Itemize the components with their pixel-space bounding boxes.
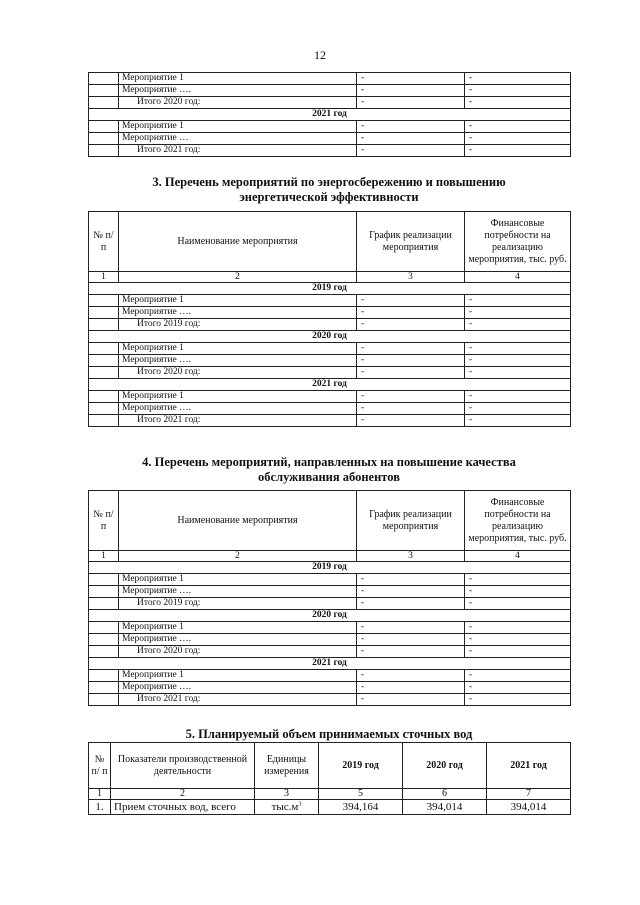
unit-text: тыс.м — [271, 800, 299, 813]
section4-table — [88, 490, 571, 706]
header-name: Наименование мероприятия — [119, 491, 357, 551]
header-num: № п/п — [89, 212, 119, 272]
finance-cell: - — [465, 694, 571, 706]
finance-cell: - — [465, 622, 571, 634]
schedule-cell: - — [357, 319, 465, 331]
finance-cell: - — [465, 145, 571, 157]
year-label: 2019 год — [89, 562, 571, 574]
table-row — [89, 391, 571, 403]
finance-cell: - — [465, 97, 571, 109]
finance-cell: - — [465, 598, 571, 610]
table-row — [89, 367, 571, 379]
row-num-cell — [89, 295, 119, 307]
schedule-cell: - — [357, 367, 465, 379]
activity-name: Мероприятие 1 — [119, 622, 357, 634]
total-label: Итого 2020 год: — [119, 97, 357, 109]
schedule-cell: - — [357, 682, 465, 694]
col-number: 3 — [255, 789, 319, 800]
section3-title-line2: энергетической эффективности — [239, 190, 419, 204]
schedule-cell: - — [357, 295, 465, 307]
finance-cell: - — [465, 355, 571, 367]
total-label: Итого 2021 год: — [119, 145, 357, 157]
activity-name: Мероприятие …. — [119, 355, 357, 367]
table-row — [89, 355, 571, 367]
activity-name: Мероприятие 1 — [119, 391, 357, 403]
row-num-cell — [89, 391, 119, 403]
year-label: 2021 год — [89, 109, 571, 121]
finance-cell: - — [465, 307, 571, 319]
header-num: № п/п — [89, 491, 119, 551]
col-number: 1 — [89, 272, 119, 283]
finance-cell: - — [465, 343, 571, 355]
activity-name: Мероприятие 1 — [119, 73, 357, 85]
unit-superscript: 3 — [298, 800, 302, 807]
table-row — [89, 295, 571, 307]
row-num-cell — [89, 145, 119, 157]
table-row — [89, 85, 571, 97]
row-unit — [255, 800, 319, 815]
year-label: 2020 год — [89, 331, 571, 343]
activity-name: Мероприятие 1 — [119, 574, 357, 586]
table-row — [89, 121, 571, 133]
top-table-continuation — [88, 72, 571, 157]
finance-cell: - — [465, 403, 571, 415]
table-row — [89, 415, 571, 427]
table-row — [89, 319, 571, 331]
value-2019: 394,164 — [319, 800, 403, 815]
col-number: 2 — [111, 789, 255, 800]
schedule-cell: - — [357, 670, 465, 682]
table-row — [89, 343, 571, 355]
section4-title-line2: обслуживания абонентов — [258, 470, 400, 484]
year-row — [89, 331, 571, 343]
total-label: Итого 2019 год: — [119, 319, 357, 331]
row-num-cell — [89, 586, 119, 598]
schedule-cell: - — [357, 145, 465, 157]
row-num-cell — [89, 574, 119, 586]
table-row — [89, 73, 571, 85]
schedule-cell: - — [357, 598, 465, 610]
year-row — [89, 109, 571, 121]
table-row — [89, 598, 571, 610]
table-row — [89, 133, 571, 145]
col-number: 1 — [89, 551, 119, 562]
row-num-cell — [89, 121, 119, 133]
activity-name: Мероприятие 1 — [119, 343, 357, 355]
table-row — [89, 307, 571, 319]
year-row — [89, 283, 571, 295]
header-unit: Единицы измерения — [255, 743, 319, 789]
row-num-cell — [89, 403, 119, 415]
finance-cell: - — [465, 586, 571, 598]
value-2020: 394,014 — [403, 800, 487, 815]
finance-cell: - — [465, 73, 571, 85]
row-num-cell — [89, 355, 119, 367]
table-row — [89, 682, 571, 694]
activity-name: Мероприятие 1 — [119, 121, 357, 133]
table-row — [89, 586, 571, 598]
schedule-cell: - — [357, 403, 465, 415]
section5-title: 5. Планируемый объем принимаемых сточных вод — [185, 727, 473, 741]
schedule-cell: - — [357, 73, 465, 85]
row-num-cell — [89, 415, 119, 427]
schedule-cell: - — [357, 355, 465, 367]
header-schedule: График реализации мероприятия — [357, 212, 465, 272]
activity-name: Мероприятие 1 — [119, 670, 357, 682]
row-indicator: Прием сточных вод, всего — [111, 800, 255, 815]
row-num: 1. — [89, 800, 111, 815]
row-num-cell — [89, 343, 119, 355]
schedule-cell: - — [357, 97, 465, 109]
row-num-cell — [89, 682, 119, 694]
header-finance: Финансовые потребности на реализацию мероприятия, тыс. руб. — [465, 491, 571, 551]
col-number: 7 — [487, 789, 571, 800]
schedule-cell: - — [357, 121, 465, 133]
schedule-cell: - — [357, 133, 465, 145]
header-num: № п/ п — [89, 743, 111, 789]
schedule-cell: - — [357, 85, 465, 97]
section3-title — [88, 175, 570, 205]
section3-table — [88, 211, 571, 427]
col-number: 1 — [89, 789, 111, 800]
total-label: Итого 2020 год: — [119, 646, 357, 658]
year-row — [89, 379, 571, 391]
year-label: 2019 год — [89, 283, 571, 295]
section3-title-line1: 3. Перечень мероприятий по энергосбережению и повышению — [152, 175, 506, 189]
finance-cell: - — [465, 634, 571, 646]
col-number: 3 — [357, 551, 465, 562]
finance-cell: - — [465, 85, 571, 97]
table-row — [89, 145, 571, 157]
year-label: 2021 год — [89, 658, 571, 670]
total-label: Итого 2019 год: — [119, 598, 357, 610]
table-row — [89, 694, 571, 706]
activity-name: Мероприятие …. — [119, 85, 357, 97]
activity-name: Мероприятие 1 — [119, 295, 357, 307]
row-num-cell — [89, 97, 119, 109]
section4-title — [88, 455, 570, 485]
section5-table — [88, 742, 571, 815]
finance-cell: - — [465, 391, 571, 403]
row-num-cell — [89, 646, 119, 658]
row-num-cell — [89, 133, 119, 145]
table-row — [89, 622, 571, 634]
total-label: Итого 2021 год: — [119, 694, 357, 706]
year-label: 2020 год — [89, 610, 571, 622]
col-number: 6 — [403, 789, 487, 800]
header-indicator: Показатели производственной деятельности — [111, 743, 255, 789]
finance-cell: - — [465, 121, 571, 133]
schedule-cell: - — [357, 307, 465, 319]
col-number: 5 — [319, 789, 403, 800]
schedule-cell: - — [357, 634, 465, 646]
header-name: Наименование мероприятия — [119, 212, 357, 272]
finance-cell: - — [465, 295, 571, 307]
header-2019: 2019 год — [319, 743, 403, 789]
activity-name: Мероприятие …. — [119, 307, 357, 319]
finance-cell: - — [465, 646, 571, 658]
page-number: 12 — [314, 48, 326, 62]
table-row — [89, 403, 571, 415]
total-label: Итого 2021 год: — [119, 415, 357, 427]
header-finance: Финансовые потребности на реализацию мероприятия, тыс. руб. — [465, 212, 571, 272]
table-row — [89, 670, 571, 682]
schedule-cell: - — [357, 622, 465, 634]
header-2021: 2021 год — [487, 743, 571, 789]
row-num-cell — [89, 694, 119, 706]
finance-cell: - — [465, 319, 571, 331]
row-num-cell — [89, 367, 119, 379]
year-row — [89, 610, 571, 622]
row-num-cell — [89, 634, 119, 646]
activity-name: Мероприятие …. — [119, 634, 357, 646]
col-number: 2 — [119, 272, 357, 283]
section4-title-line1: 4. Перечень мероприятий, направленных на повышение качества — [142, 455, 516, 469]
table-row — [89, 646, 571, 658]
year-row — [89, 562, 571, 574]
row-num-cell — [89, 85, 119, 97]
row-num-cell — [89, 307, 119, 319]
col-number: 2 — [119, 551, 357, 562]
table-row — [89, 97, 571, 109]
activity-name: Мероприятие …. — [119, 403, 357, 415]
year-label: 2021 год — [89, 379, 571, 391]
row-num-cell — [89, 73, 119, 85]
schedule-cell: - — [357, 586, 465, 598]
activity-name: Мероприятие …. — [119, 682, 357, 694]
table-row — [89, 574, 571, 586]
finance-cell: - — [465, 574, 571, 586]
finance-cell: - — [465, 682, 571, 694]
row-num-cell — [89, 598, 119, 610]
value-2021: 394,014 — [487, 800, 571, 815]
year-row — [89, 658, 571, 670]
header-schedule: График реализации мероприятия — [357, 491, 465, 551]
finance-cell: - — [465, 670, 571, 682]
schedule-cell: - — [357, 391, 465, 403]
row-num-cell — [89, 622, 119, 634]
schedule-cell: - — [357, 415, 465, 427]
row-num-cell — [89, 319, 119, 331]
finance-cell: - — [465, 133, 571, 145]
row-num-cell — [89, 670, 119, 682]
activity-name: Мероприятие …. — [119, 586, 357, 598]
col-number: 4 — [465, 551, 571, 562]
schedule-cell: - — [357, 646, 465, 658]
finance-cell: - — [465, 367, 571, 379]
total-label: Итого 2020 год: — [119, 367, 357, 379]
col-number: 3 — [357, 272, 465, 283]
header-2020: 2020 год — [403, 743, 487, 789]
col-number: 4 — [465, 272, 571, 283]
table-row — [89, 634, 571, 646]
schedule-cell: - — [357, 343, 465, 355]
schedule-cell: - — [357, 694, 465, 706]
finance-cell: - — [465, 415, 571, 427]
activity-name: Мероприятие … — [119, 133, 357, 145]
schedule-cell: - — [357, 574, 465, 586]
